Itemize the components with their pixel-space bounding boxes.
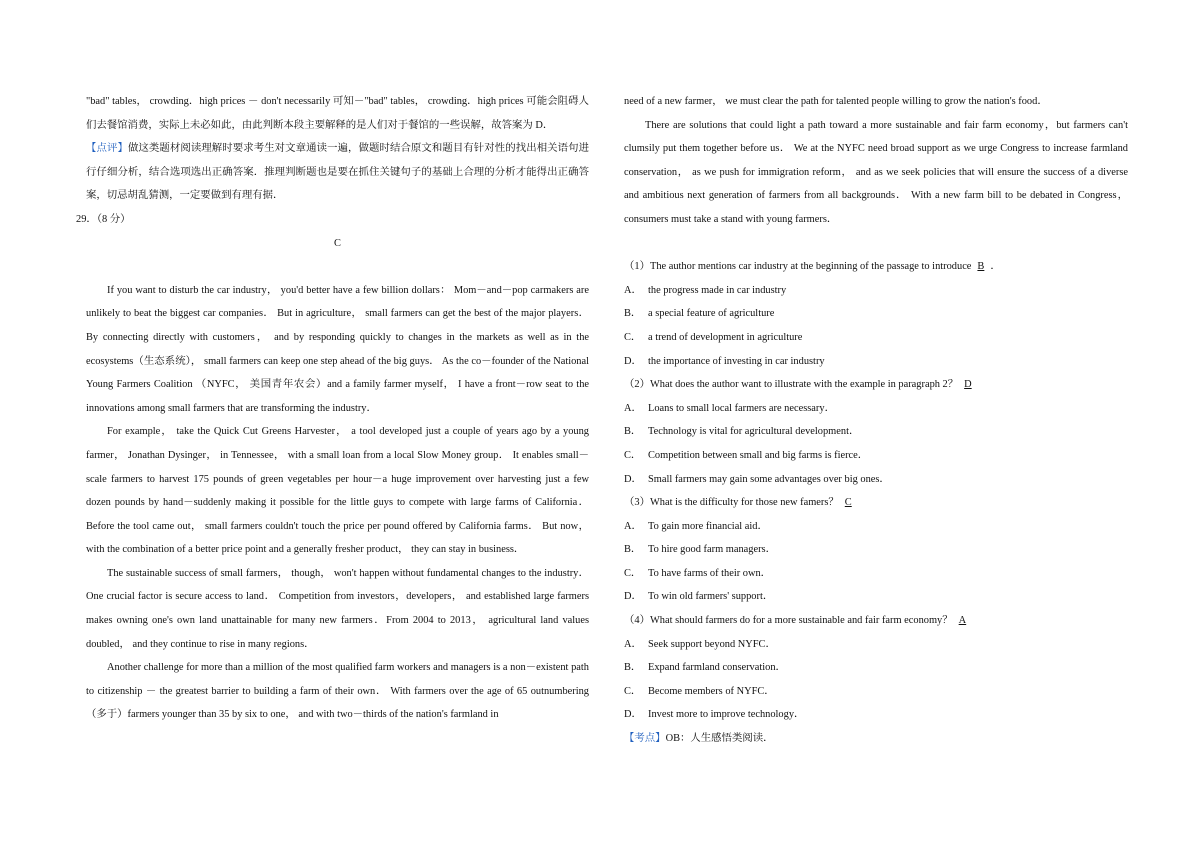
option-d: D． Invest more to improve technology． (624, 709, 805, 721)
option-c: C． Competition between small and big farms is fierce． (624, 449, 869, 461)
answer-blank: B (977, 261, 985, 273)
answer-blank: A (958, 615, 967, 627)
option-b: B． To hire good farm managers． (624, 544, 776, 556)
question-2 (624, 373, 1128, 491)
passage-paragraph-5: There are solutions that could light a path toward a more sustainable and fair farm economy，but farmers can't clumsily put them together before us． We at the NYFC need broad support as we urge Congress to increase farmland conservation， as we push for immigration reform， and as we seek policies that will ensure the success of a diverse and ambitious next generation of farmers from all backgrounds． With a new farm bill to be debated in Congress， consumers must take a stand with young farmers． (624, 119, 1128, 225)
kaodian-paragraph (624, 727, 1128, 751)
option-c: C． a trend of development in agriculture (624, 331, 803, 343)
option-b: B． a special feature of agriculture (624, 308, 775, 320)
option-d: D． To win old farmers' support． (624, 591, 774, 603)
option-a: A． Seek support beyond NYFC． (624, 638, 776, 650)
passage-paragraph-1: If you want to disturb the car industry， you'd better have a few billion dollars： Mom－and－pop carmakers are unlikely to beat the biggest car companies． But in agriculture， small farmers can get the best of the major players． By connecting directly with customers， and by responding quickly to changes in the markets as well as in the ecosystems（生态系统）， small farmers can keep one step ahead of the big guys． As the co－founder of the National Young Farmers Coalition （NYFC， 美国青年农会）and a family farmer myself， I have a front－row seat to the innovations among small farmers that are transforming the industry． (86, 284, 589, 414)
option-d: D． the importance of investing in car industry (624, 355, 825, 367)
answer-blank: C (844, 497, 852, 509)
passage-paragraph-3: The sustainable success of small farmers， though， won't happen without fundamental changes to the industry． One crucial factor is secure access to land． Competition from investors，developers， and established large farmers makes owning one's own land unattainable for many new farmers．From 2004 to 2013， agricultural land values doubled， and they continue to rise in many regions． (86, 567, 589, 650)
kaodian-text: OB：人生感悟类阅读． (665, 733, 774, 745)
passage-paragraph-4-continued: need of a new farmer， we must clear the path for talented people willing to grow the nation's food． (624, 96, 1048, 107)
question-1 (624, 255, 1128, 373)
option-b: B． Expand farmland conservation． (624, 662, 786, 674)
right-column (624, 90, 1128, 751)
section-letter: C (334, 237, 341, 249)
review-paragraph (86, 137, 589, 208)
question-stem: （4）What should farmers do for a more sustainable and fair farm economy？ A (624, 609, 1128, 633)
passage-paragraph-2: For example， take the Quick Cut Greens Harvester， a tool developed just a couple of years ago by a young farmer， Jonathan Dysinger， in Tennessee， with a small loan from a local Slow Money group． It enables small－scale farmers to harvest 175 pounds of green vegetables per hour－a huge improvement over harvesting just a few dozen pounds by hand－suddenly making it possible for the little guys to compete with large farms of California． Before the tool came out， small farmers couldn't touch the price per pound offered by California farms． But now， with the combination of a better price point and a generally fresher product， they can stay in business． (86, 426, 589, 556)
option-a: A． the progress made in car industry (624, 284, 787, 296)
kaodian-tag: 【考点】 (624, 733, 666, 745)
question-3 (624, 491, 1128, 609)
question-stem: （2）What does the author want to illustrate with the example in paragraph 2？ D (624, 373, 1128, 397)
question-stem: （3）What is the difficulty for those new famers？ C (624, 491, 1128, 515)
left-column (76, 90, 590, 727)
question-4 (624, 609, 1128, 727)
review-tag: 【点评】 (86, 143, 128, 155)
option-c: C． Become members of NYFC． (624, 685, 775, 697)
option-d: D． Small farmers may gain some advantages over big ones． (624, 473, 890, 485)
question-stem: （1）The author mentions car industry at the beginning of the passage to introduce B ． (624, 261, 1001, 273)
option-c: C． To have farms of their own． (624, 567, 772, 579)
option-a: A． Loans to small local farmers are necessary． (624, 402, 835, 414)
answer-blank: D (964, 379, 972, 391)
question-number: 29．（8 分） (76, 213, 131, 225)
review-text: 做这类题材阅读理解时要求考生对文章通读一遍，做题时结合原文和题目有针对性的找出相关语句进行仔细分析，结合选项选出正确答案．推理判断题也是要在抓住关键句子的基础上合理的分析才能得出正确答案，切忌胡乱猜测，一定要做到有理有据． (86, 143, 590, 202)
option-a: A． To gain more financial aid． (624, 520, 768, 532)
passage-paragraph-4: Another challenge for more than a million of the most qualified farm workers and managers is a non－existent path to citizenship － the greatest barrier to building a farm of their own． With farmers over the age of 65 outnumbering（多于）farmers younger than 35 by six to one， and with two－thirds of the nation's farmland in (86, 662, 589, 721)
option-b: B． Technology is vital for agricultural development． (624, 426, 860, 438)
explanation-continued: "bad" tables， crowding．high prices － don't necessarily 可知－"bad" tables， crowding．high prices 可能会阻碍人们去餐馆消费，实际上未必如此，由此判断本段主要解释的是人们对于餐馆的一些误解，故答案为 D． (86, 96, 589, 131)
